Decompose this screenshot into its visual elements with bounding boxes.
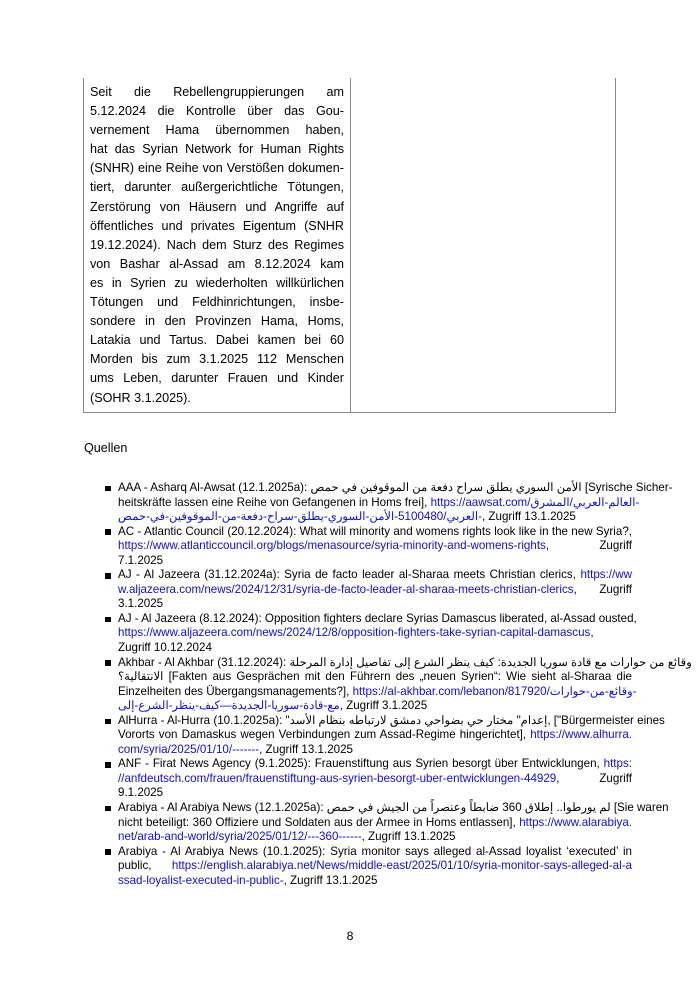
source-line (118, 583, 632, 598)
source-line (118, 495, 640, 511)
source-line (118, 641, 632, 656)
source-line (118, 626, 632, 641)
source-line (118, 743, 632, 758)
source-entry (105, 845, 632, 889)
source-text: , ["Bürgermeister eines (547, 713, 665, 727)
bullet-square-icon (105, 806, 111, 812)
source-text: AC - Atlantic Council (20.12.2024): What will minority and womens rights look like in the new Syria?, (118, 524, 632, 538)
table-text-line: (SOHR 3.1.2025). (90, 390, 191, 405)
source-text: [Fakten aus Gesprächen mit den Führern des „neuen Syrien“: Wie sieht al-Sharaa die (163, 670, 632, 684)
source-entry (105, 525, 632, 569)
source-text: , Zugriff 13.1.2025 (361, 830, 456, 844)
source-text: [Syrische Sicher- (581, 481, 673, 494)
source-entry (105, 568, 632, 612)
source-entry (105, 611, 637, 656)
table-text-line: ums Leben, darunter Frauen und Kinder (90, 371, 344, 386)
source-entry (105, 757, 632, 801)
source-line (118, 757, 632, 772)
source-hyperlink[interactable]: ssad-loyalist-executed-in-public- (118, 873, 284, 887)
source-text: ANF - Firat News Agency (9.1.2025): Frauenstiftung aus Syrien besorgt über Entwicklungen, (118, 757, 604, 771)
table-text-line: Latakia und Tartus. Dabei kamen bei 60 (90, 333, 344, 348)
source-line (118, 568, 632, 583)
source-line (118, 554, 632, 569)
source-line (118, 713, 665, 729)
source-text: , Zugriff 13.1.2025 (259, 742, 353, 756)
source-text: "إعدام" مختار حي بضواحي دمشق لارتباطه بنظام الأسد (285, 713, 548, 727)
source-line (118, 728, 632, 743)
table-cell-right (351, 78, 616, 412)
source-text: [Sie waren (610, 801, 669, 815)
source-line (118, 845, 632, 860)
page-number: 8 (346, 929, 354, 943)
table-text-line: vernement Hama übernommen haben, (90, 123, 344, 138)
table-text-line: es in Syrien zu wiederholten willkürlichen (90, 275, 344, 290)
source-text: heitskräfte lassen eine Reihe von Gefangenen in Homs frei], (118, 495, 431, 509)
source-text: 3.1.2025 (118, 597, 164, 611)
bullet-square-icon (105, 529, 111, 535)
source-text: AJ - Al Jazeera (31.12.2024a): Syria de facto leader al-Sharaa meets Christian clerics, (118, 568, 581, 582)
sources-list (105, 481, 692, 888)
table-text-line: hat das Syrian Network for Human Rights (90, 142, 344, 157)
source-hyperlink[interactable]: https://www.aljazeera.com/news/2024/12/8/opposition-fighters-take-syrian-capital-damascus (118, 626, 591, 640)
source-hyperlink[interactable]: net/arab-and-world/syria/2025/01/12/---360------ (118, 830, 362, 844)
source-text: AlHurra - Al-Hurra (10.1.2025a): (118, 713, 286, 727)
source-text: الانتقالية؟ (118, 670, 164, 684)
continued-table (83, 78, 616, 413)
source-line (118, 772, 632, 787)
source-line (118, 874, 632, 889)
source-text: AAA - Asharq Al-Awsat (12.1.2025a): (118, 481, 311, 494)
bullet-square-icon (105, 719, 111, 725)
bullet-square-icon (105, 573, 111, 579)
source-hyperlink[interactable]: //anfdeutsch.com/frauen/frauenstiftung-aus-syrien-besorgt-uber-entwicklungen-44929 (118, 771, 557, 785)
source-line (118, 510, 632, 525)
source-entry (105, 713, 665, 758)
source-text: 9.1.2025 (118, 786, 164, 800)
source-line (118, 830, 632, 845)
source-text: لم يورطوا.. إطلاق 360 ضابطاً وعنصراً من الجيش في حمص (326, 801, 611, 815)
source-line (118, 859, 632, 874)
source-text: AJ - Al Jazeera (8.12.2024): Opposition fighters declare Syrias Damascus liberated, al-Assad ousted, (118, 611, 637, 625)
source-text: Vororts von Damaskus wegen Verbindungen zum Assad-Regime hingerichtet], (118, 728, 531, 742)
sources-heading: Quellen (84, 441, 128, 455)
source-entry (105, 801, 669, 845)
table-text-line: Morden bis zum 3.1.2025 112 Menschen (90, 352, 344, 367)
source-text: , Zugriff (545, 539, 632, 553)
source-text: Zugriff 10.12.2024 (118, 641, 212, 655)
source-hyperlink[interactable]: https: (603, 757, 632, 771)
bullet-square-icon (105, 762, 111, 768)
source-hyperlink[interactable]: https://al-akhbar.com/lebanon/817920/وقائع-من-حوارات- (352, 684, 637, 698)
source-hyperlink[interactable]: العربي/5100480-الأمن-السوري-يطلق-سراح-دفعة-من-الموقوفين-في-حمص- (118, 510, 482, 524)
source-line (118, 611, 637, 627)
source-text: , Zugriff 13.1.2025 (283, 873, 378, 887)
bullet-square-icon (105, 486, 111, 492)
table-text-line: (SNHR) eine Reihe von Verstößen dokumen- (90, 161, 344, 176)
source-hyperlink[interactable]: https://ww (580, 568, 632, 582)
table-text-line: Zerstörung von Häusern und Angriffe auf (90, 199, 344, 214)
source-line (118, 801, 669, 816)
source-line (118, 670, 632, 685)
source-text: Akhbar - Al Akhbar (31.12.2024): (118, 655, 290, 669)
source-hyperlink[interactable]: https://english.alarabiya.net/News/middle-east/2025/01/10/syria-monitor-says-alleged-al-a (171, 859, 632, 873)
source-hyperlink[interactable]: https://www.alarabiya. (519, 815, 632, 829)
source-hyperlink[interactable]: https://www.atlanticcouncil.org/blogs/menasource/syria-minority-and-womens-rights (118, 539, 546, 553)
source-line (118, 655, 692, 671)
bullet-square-icon (105, 660, 111, 666)
source-text: , Zugriff 3.1.2025 (339, 699, 428, 713)
source-text: , (590, 626, 594, 640)
source-text: 7.1.2025 (118, 553, 164, 567)
source-hyperlink[interactable]: com/syria/2025/01/10/------- (118, 742, 260, 756)
source-text: الأمن السوري يطلق سراح دفعة من الموقوفين في حمص (310, 481, 582, 494)
source-text: Arabiya - Al Arabiya News (12.1.2025a): (118, 801, 327, 815)
source-text: nicht beteiligt: 360 Offiziere und Soldaten aus der Armee in Homs entlassen], (118, 815, 520, 829)
table-cell-left (83, 78, 351, 412)
table-text-line: Seit die Rebellengruppierungen am (90, 85, 344, 99)
table-text-line: Tötungen und Feldhinrichtungen, insbe- (90, 295, 344, 310)
table-text-line: von Bashar al-Assad am 8.12.2024 kam (90, 256, 344, 271)
source-entry (105, 481, 673, 525)
source-text: وقائع من حوارات مع قادة سوريا الجديدة: كيف ينظر الشرع إلى تفاصيل إدارة المرحلة (289, 655, 692, 669)
table-text-line: tiert, darunter außergerichtliche Tötungen, (90, 180, 344, 195)
table-text-line: 5.12.2024 die Kontrolle über das Gou- (90, 104, 344, 119)
source-entry (105, 655, 692, 714)
source-line (118, 481, 673, 496)
table-text-line: öffentliches und privates Eigentum (SNHR (90, 218, 344, 233)
source-text: , Zugriff (573, 582, 632, 596)
source-text: Einzelheiten des Übergangsmanagements?], (118, 684, 353, 698)
source-line (118, 786, 632, 801)
source-line (118, 525, 632, 540)
bullet-square-icon (105, 849, 111, 855)
source-hyperlink[interactable]: w.aljazeera.com/news/2024/12/31/syria-de-facto-leader-al-sharaa-meets-christian-clerics (118, 582, 574, 596)
source-text: Arabiya - Al Arabiya News (10.1.2025): Syria monitor says alleged al-Assad loyalist ‘executed’ in (118, 844, 632, 858)
source-text: , Zugriff (556, 771, 632, 785)
table-text-line: 19.12.2024). Nach dem Sturz des Regimes (90, 237, 344, 252)
source-text: public, (118, 859, 172, 873)
source-hyperlink[interactable]: https://aawsat.com/العالم-العربي/المشرق- (430, 495, 640, 509)
source-hyperlink[interactable]: مع-قادة-سوريا-الجديدة—كيف-ينظر-الشرع-إلى (118, 699, 340, 713)
source-hyperlink[interactable]: https://www.alhurra. (530, 728, 632, 742)
source-line (118, 816, 632, 831)
source-line (118, 539, 632, 554)
bullet-square-icon (105, 617, 111, 623)
source-line (118, 684, 637, 700)
table-text-line: sondere in den Provinzen Hama, Homs, (90, 314, 344, 329)
source-text: , Zugriff 13.1.2025 (481, 510, 576, 524)
source-line (118, 597, 632, 612)
source-line (118, 699, 632, 714)
